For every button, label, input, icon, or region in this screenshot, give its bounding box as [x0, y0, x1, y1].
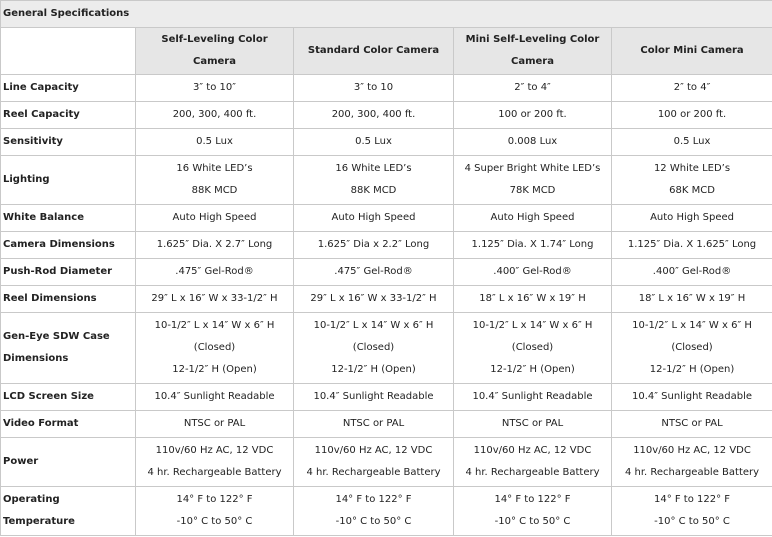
spec-cell-line: 110v/60 Hz AC, 12 VDC	[633, 445, 751, 456]
spec-cell	[454, 313, 612, 384]
spec-cell-line: -10° C to 50° C	[176, 516, 253, 527]
column-header: Self-Leveling Color Camera	[136, 28, 294, 75]
spec-cell-line: 100 or 200 ft.	[657, 109, 727, 120]
spec-cell-line: 68K MCD	[669, 185, 715, 196]
spec-cell-line: 10-1/2″ L x 14″ W x 6″ H	[313, 320, 434, 331]
row-label	[1, 102, 136, 129]
column-header: Mini Self-Leveling Color Camera	[454, 28, 612, 75]
row-label	[1, 286, 136, 313]
spec-cell-line: NTSC or PAL	[501, 418, 564, 429]
spec-cell-line: 29″ L x 16″ W x 33-1/2″ H	[151, 293, 278, 304]
spec-cell-line: (Closed)	[671, 342, 713, 353]
spec-cell-line: 10.4″ Sunlight Readable	[472, 391, 593, 402]
spec-cell	[136, 313, 294, 384]
spec-cell-line: 10.4″ Sunlight Readable	[154, 391, 275, 402]
row-label-line: Temperature	[3, 516, 75, 527]
spec-cell	[294, 232, 454, 259]
spec-cell	[454, 75, 612, 102]
spec-cell	[454, 384, 612, 411]
spec-cell-line: 2″ to 4″	[514, 82, 551, 93]
row-label-line: Camera Dimensions	[3, 239, 115, 250]
spec-cell-line: 10.4″ Sunlight Readable	[631, 391, 753, 402]
row-label-line: Gen-Eye SDW Case	[3, 331, 110, 342]
spec-cell-line: 4 hr. Rechargeable Battery	[147, 467, 282, 478]
spec-cell-line: Auto High Speed	[490, 212, 575, 223]
spec-cell-line: NTSC or PAL	[661, 418, 723, 429]
spec-cell	[136, 438, 294, 487]
spec-cell	[136, 205, 294, 232]
row-label-line: Reel Capacity	[3, 109, 80, 120]
spec-cell	[612, 313, 772, 384]
spec-cell-line: -10° C to 50° C	[335, 516, 412, 527]
table-row	[1, 286, 772, 313]
row-label	[1, 232, 136, 259]
spec-cell-line: 10.4″ Sunlight Readable	[313, 391, 434, 402]
spec-cell-line: 16 White LED’s	[176, 163, 253, 174]
spec-cell-line: 12-1/2″ H (Open)	[172, 364, 257, 375]
spec-cell-line: -10° C to 50° C	[654, 516, 730, 527]
spec-cell	[294, 259, 454, 286]
row-label-line: Sensitivity	[3, 136, 63, 147]
row-label	[1, 313, 136, 384]
spec-cell	[294, 313, 454, 384]
spec-cell-line: 10-1/2″ L x 14″ W x 6″ H	[154, 320, 275, 331]
table-row	[1, 411, 772, 438]
table-row	[1, 156, 772, 205]
spec-cell-line: 110v/60 Hz AC, 12 VDC	[314, 445, 433, 456]
spec-cell	[454, 438, 612, 487]
spec-cell-line: (Closed)	[193, 342, 236, 353]
spec-cell-line: 14° F to 122° F	[176, 494, 253, 505]
spec-cell-line: 3″ to 10	[353, 82, 394, 93]
spec-cell	[294, 75, 454, 102]
spec-cell	[294, 205, 454, 232]
spec-cell-line: 12-1/2″ H (Open)	[331, 364, 416, 375]
spec-cell-line: 14° F to 122° F	[335, 494, 412, 505]
spec-cell-line: 4 hr. Rechargeable Battery	[306, 467, 441, 478]
spec-cell	[454, 129, 612, 156]
table-row	[1, 102, 772, 129]
spec-cell	[454, 102, 612, 129]
spec-cell	[294, 411, 454, 438]
spec-cell	[136, 487, 294, 536]
spec-cell	[294, 102, 454, 129]
row-label-line: White Balance	[3, 212, 84, 223]
spec-cell	[612, 156, 772, 205]
spec-cell-line: 29″ L x 16″ W x 33-1/2″ H	[310, 293, 437, 304]
table-row	[1, 75, 772, 102]
table-title: General Specifications	[1, 1, 772, 28]
spec-cell	[136, 259, 294, 286]
spec-cell-line: .475″ Gel-Rod®	[175, 266, 254, 277]
spec-cell-line: 14° F to 122° F	[494, 494, 571, 505]
spec-cell-line: 200, 300, 400 ft.	[172, 109, 257, 120]
spec-cell-line: Auto High Speed	[650, 212, 734, 223]
spec-cell-line: 1.625″ Dia. X 2.7″ Long	[156, 239, 273, 250]
table-row	[1, 259, 772, 286]
spec-cell-line: 78K MCD	[509, 185, 556, 196]
table-row	[1, 487, 772, 536]
spec-cell-line: 16 White LED’s	[335, 163, 412, 174]
spec-cell-line: 12-1/2″ H (Open)	[649, 364, 735, 375]
spec-cell-line: 0.5 Lux	[355, 136, 392, 147]
row-label	[1, 205, 136, 232]
spec-cell-line: 1.125″ Dia. X 1.625″ Long	[627, 239, 757, 250]
spec-cell-line: 1.625″ Dia x 2.2″ Long	[317, 239, 430, 250]
row-label	[1, 156, 136, 205]
spec-cell	[612, 438, 772, 487]
spec-cell-line: Auto High Speed	[172, 212, 257, 223]
spec-cell-line: -10° C to 50° C	[494, 516, 571, 527]
spec-cell-line: .400″ Gel-Rod®	[652, 266, 732, 277]
spec-cell	[454, 487, 612, 536]
spec-cell-line: .400″ Gel-Rod®	[493, 266, 572, 277]
spec-cell	[612, 286, 772, 313]
spec-cell-line: 110v/60 Hz AC, 12 VDC	[473, 445, 592, 456]
row-label	[1, 438, 136, 487]
spec-cell	[294, 438, 454, 487]
spec-cell	[612, 129, 772, 156]
spec-cell-line: Auto High Speed	[331, 212, 416, 223]
spec-cell	[454, 259, 612, 286]
spec-cell	[612, 384, 772, 411]
spec-cell	[136, 411, 294, 438]
spec-cell-line: 110v/60 Hz AC, 12 VDC	[155, 445, 274, 456]
spec-cell	[136, 102, 294, 129]
row-label-line: Power	[3, 456, 39, 467]
spec-cell-line: 0.008 Lux	[507, 136, 558, 147]
spec-cell	[612, 259, 772, 286]
spec-cell	[454, 156, 612, 205]
spec-cell	[136, 384, 294, 411]
spec-cell	[294, 384, 454, 411]
spec-cell-line: .475″ Gel-Rod®	[334, 266, 413, 277]
spec-cell-line: NTSC or PAL	[342, 418, 405, 429]
spec-cell	[612, 102, 772, 129]
spec-cell-line: 10-1/2″ L x 14″ W x 6″ H	[632, 320, 752, 331]
spec-cell-line: (Closed)	[352, 342, 395, 353]
row-label	[1, 259, 136, 286]
spec-cell	[612, 75, 772, 102]
spec-cell-line: 12-1/2″ H (Open)	[490, 364, 575, 375]
spec-cell-line: 12 White LED’s	[653, 163, 731, 174]
spec-cell-line: 18″ L x 16″ W x 19″ H	[638, 293, 746, 304]
spec-cell-line: (Closed)	[511, 342, 554, 353]
spec-cell-line: 4 hr. Rechargeable Battery	[624, 467, 760, 478]
row-label-line: Video Format	[3, 418, 79, 429]
row-label	[1, 75, 136, 102]
spec-cell	[294, 129, 454, 156]
table-row	[1, 232, 772, 259]
corner-cell	[1, 28, 136, 75]
table-row	[1, 313, 772, 384]
spec-cell	[454, 286, 612, 313]
spec-cell	[612, 232, 772, 259]
spec-cell	[454, 232, 612, 259]
spec-cell-line: 4 hr. Rechargeable Battery	[465, 467, 600, 478]
spec-cell-line: 200, 300, 400 ft.	[331, 109, 416, 120]
spec-cell	[612, 411, 772, 438]
spec-cell-line: 3″ to 10″	[193, 82, 236, 93]
spec-cell-line: 88K MCD	[350, 185, 397, 196]
spec-cell	[294, 487, 454, 536]
row-label	[1, 487, 136, 536]
column-header: Color Mini Camera	[612, 28, 772, 75]
column-header-row	[1, 28, 772, 75]
spec-cell	[136, 75, 294, 102]
row-label-line: Line Capacity	[3, 82, 79, 93]
row-label-line: Operating	[3, 494, 60, 505]
spec-cell-line: 100 or 200 ft.	[498, 109, 567, 120]
spec-cell	[454, 411, 612, 438]
row-label	[1, 384, 136, 411]
spec-cell	[612, 205, 772, 232]
spec-cell	[136, 156, 294, 205]
spec-cell	[136, 129, 294, 156]
table-row	[1, 384, 772, 411]
row-label-line: Reel Dimensions	[3, 293, 97, 304]
spec-cell-line: 0.5 Lux	[196, 136, 233, 147]
spec-cell-line: 14° F to 122° F	[653, 494, 731, 505]
column-header: Standard Color Camera	[294, 28, 454, 75]
row-label-line: Dimensions	[3, 353, 69, 364]
table-title-row	[1, 1, 772, 28]
table-row	[1, 438, 772, 487]
spec-cell-line: 2″ to 4″	[673, 82, 711, 93]
spec-cell-line: 10-1/2″ L x 14″ W x 6″ H	[472, 320, 593, 331]
spec-cell-line: 4 Super Bright White LED’s	[464, 163, 601, 174]
table-row	[1, 205, 772, 232]
spec-cell	[294, 286, 454, 313]
spec-cell	[612, 487, 772, 536]
row-label-line: Push-Rod Diameter	[3, 266, 113, 277]
spec-cell-line: 88K MCD	[191, 185, 238, 196]
spec-cell-line: 18″ L x 16″ W x 19″ H	[479, 293, 586, 304]
row-label	[1, 129, 136, 156]
row-label	[1, 411, 136, 438]
row-label-line: Lighting	[3, 174, 50, 185]
table-row	[1, 129, 772, 156]
spec-cell-line: 0.5 Lux	[673, 136, 711, 147]
row-label-line: LCD Screen Size	[3, 391, 94, 402]
spec-cell	[136, 286, 294, 313]
spec-cell	[294, 156, 454, 205]
spec-cell	[136, 232, 294, 259]
spec-cell-line: NTSC or PAL	[183, 418, 246, 429]
spec-cell-line: 1.125″ Dia. X 1.74″ Long	[471, 239, 594, 250]
spec-cell	[454, 205, 612, 232]
